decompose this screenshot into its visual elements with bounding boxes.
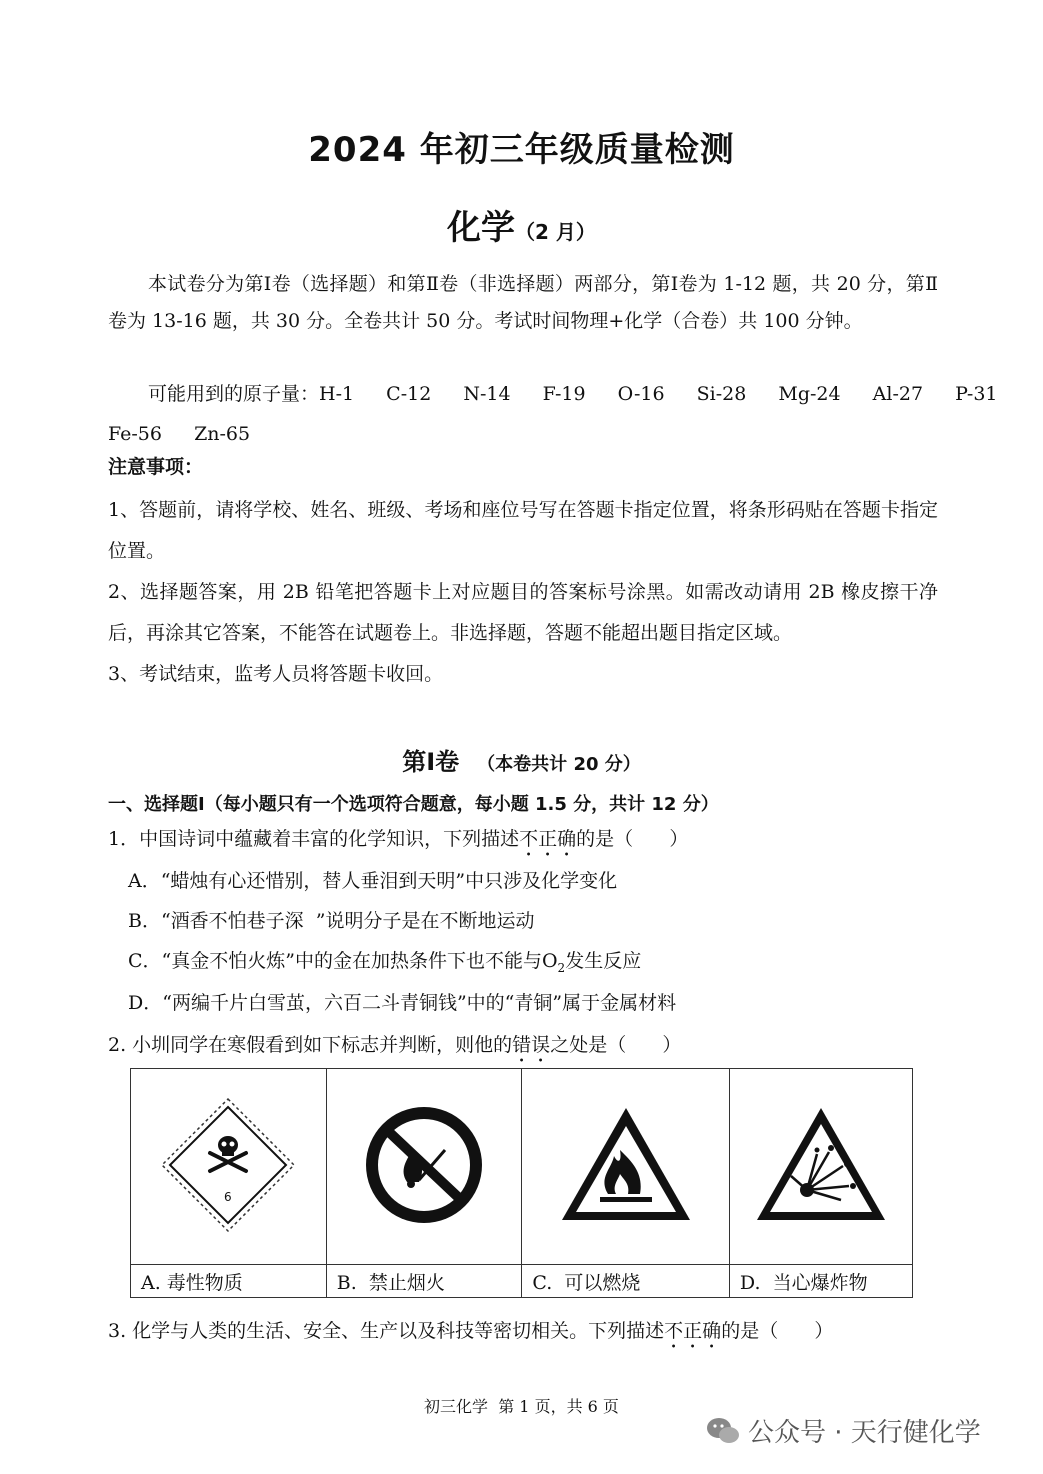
q3-text-pre: 3. 化学与人类的生活、安全、生产以及科技等密切相关。下列描述 xyxy=(108,1320,665,1342)
watermark xyxy=(706,1412,981,1449)
sign-cell-no-fire xyxy=(326,1069,522,1265)
exam-title: 2024 年初三年级质量检测 xyxy=(308,130,735,170)
section-title: 第Ⅰ卷 xyxy=(402,748,460,776)
q1-option-d: D．“两编千片白雪茧，六百二斗青铜钱”中的“青铜”属于金属材料 xyxy=(128,992,677,1014)
atomic-masses-line-2: Fe-56 Zn-65 xyxy=(108,423,251,445)
question-1 xyxy=(108,824,688,861)
question-3 xyxy=(108,1316,833,1353)
q1-option-c xyxy=(128,946,641,975)
section-subtitle: （本卷共计 20 分） xyxy=(477,754,641,775)
signs-table xyxy=(130,1068,913,1298)
subject-month: （2 月） xyxy=(515,220,596,244)
sign-label-d: D. 当心爆炸物 xyxy=(729,1265,912,1298)
no-fire-sign-icon xyxy=(359,1100,489,1230)
toxic-sign-icon xyxy=(158,1095,298,1235)
sign-cell-flammable xyxy=(522,1069,730,1265)
q2-text-post: 之处是（ ） xyxy=(550,1034,682,1056)
q1-text-pre: 1．中国诗词中蕴藏着丰富的化学知识，下列描述 xyxy=(108,828,520,850)
explosive-sign-icon xyxy=(751,1102,891,1228)
q1-emphasis: 不正确 xyxy=(519,828,577,850)
q1-option-a: A．“蜡烛有心还惜别，替人垂泪到天明”中只涉及化学变化 xyxy=(128,870,618,892)
wechat-icon xyxy=(706,1416,740,1446)
q1-option-b: B．“酒香不怕巷子深 ”说明分子是在不断地运动 xyxy=(128,910,535,932)
sign-label-c: C. 可以燃烧 xyxy=(522,1265,730,1298)
subject-title xyxy=(0,200,1043,249)
sign-label-b: B. 禁止烟火 xyxy=(326,1265,522,1298)
flammable-sign-icon xyxy=(556,1102,696,1228)
watermark-text: 公众号 · 天行健化学 xyxy=(748,1418,981,1448)
q2-text-pre: 2. 小圳同学在寒假看到如下标志并判断，则他的 xyxy=(108,1034,513,1056)
toxic-class-number: 6 xyxy=(224,1189,233,1204)
notice-item-1: 1、答题前，请将学校、姓名、班级、考场和座位号写在答题卡指定位置，将条形码贴在答题卡指定位置。 xyxy=(108,499,938,562)
q2-emphasis: 错误 xyxy=(512,1034,551,1056)
q1-option-c-post: 发生反应 xyxy=(565,950,642,972)
part-heading: 一、选择题Ⅰ（每小题只有一个选项符合题意，每小题 1.5 分，共计 12 分） xyxy=(108,794,719,815)
q1-text-post: 的是（ ） xyxy=(576,828,689,850)
q3-emphasis: 不正确 xyxy=(664,1320,722,1342)
q1-option-c-sub: 2 xyxy=(557,960,566,975)
notice-item-2: 2、选择题答案，用 2B 铅笔把答题卡上对应题目的答案标号涂黑。如需改动请用 2B 橡皮擦干净后，再涂其它答案，不能答在试题卷上。非选择题，答题不能超出题目指定区域。 xyxy=(108,581,938,644)
q1-option-c-pre: C．“真金不怕火炼”中的金在加热条件下也不能与O xyxy=(128,950,558,972)
section-heading xyxy=(0,742,1043,777)
sign-cell-toxic xyxy=(131,1069,327,1265)
q3-text-post: 的是（ ） xyxy=(721,1320,834,1342)
sign-label-a: A. 毒性物质 xyxy=(131,1265,327,1298)
notice-item-3: 3、考试结束，监考人员将答题卡收回。 xyxy=(108,663,444,685)
sign-cell-explosive xyxy=(729,1069,912,1265)
atomic-masses-line-1: 可能用到的原子量：H-1 C-12 N-14 F-19 O-16 Si-28 Mg-24 Al-27 P-31 xyxy=(148,383,998,405)
subject-name: 化学 xyxy=(447,208,516,248)
notice-heading: 注意事项： xyxy=(108,456,204,478)
intro-paragraph: 本试卷分为第Ⅰ卷（选择题）和第Ⅱ卷（非选择题）两部分，第Ⅰ卷为 1-12 题，共 20 分，第Ⅱ卷为 13-16 题，共 30 分。全卷共计 50 分。考试时间物理+化学（合卷）共 100 分钟。 xyxy=(108,273,938,332)
page-footer: 初三化学 第 1 页，共 6 页 xyxy=(424,1397,619,1416)
question-2 xyxy=(108,1030,681,1067)
